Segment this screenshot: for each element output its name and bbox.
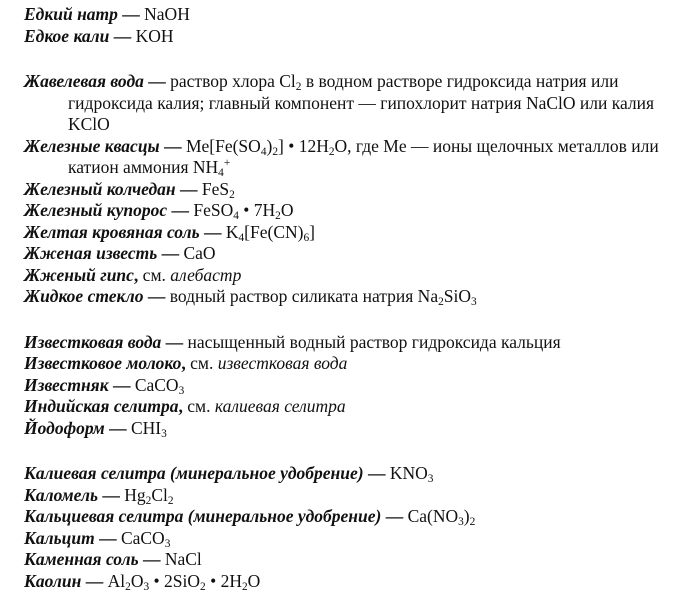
entry-separator: — [143,71,171,91]
formula-subscript: 2 [167,494,174,507]
entry-term: Йодоформ [24,417,105,438]
entry-separator: — [175,178,202,199]
entry-group [24,4,684,47]
formula-subscript: 4 [260,145,267,158]
dictionary-entry [24,243,684,265]
entry-term: Известковая вода [24,331,162,352]
entry-separator: — [157,243,184,263]
entry-separator: — [363,463,390,483]
entry-group [24,463,684,592]
formula-subscript: 3 [143,580,150,593]
formula-subscript: 2 [275,209,281,222]
entry-term: Индийская селитра [24,396,179,416]
entry-definition-text: Hg [124,484,146,505]
entry-definition-text: ] [309,221,315,242]
entry-term: Жидкое стекло [24,286,144,306]
entry-term: Каломель [24,484,98,505]
entry-definition-text: ) [266,135,273,156]
dictionary-entry [24,222,684,244]
entry-definition-text: FeS [201,178,230,199]
entry-definition-text: CaCO [134,374,179,395]
formula-subscript: 3 [178,384,185,397]
entry-definition-text: • 2H [205,570,242,591]
entry-separator: — [104,417,131,438]
dictionary-entry [24,286,684,308]
dictionary-entry [24,463,684,485]
formula-subscript: 2 [438,295,444,308]
entry-definition-text: водный раствор силиката натрия Na [169,286,439,306]
entry-definition-text: ) [463,506,470,526]
entry-term: Калиевая селитра (минеральное удобрение) [24,463,364,483]
entry-term: Каменная соль [24,549,139,569]
dictionary-entry [24,571,684,593]
entry-separator: , [133,264,143,285]
formula-subscript: 2 [145,494,152,507]
entry-term: Кальцит [24,527,95,548]
entry-separator: — [138,549,165,569]
entry-term: Известняк [24,374,109,395]
entry-definition-text: Ca(NO [407,506,459,526]
formula-subscript: 2 [469,515,476,528]
dictionary-page [24,4,684,592]
dictionary-entry [24,549,684,571]
entry-definition-text: Cl [151,484,168,505]
entry-separator: — [109,25,136,46]
formula-subscript: 3 [164,537,171,550]
entry-term: Железный колчедан [24,178,176,199]
dictionary-entry [24,179,684,201]
entry-term: Жженая известь [24,243,158,263]
entry-term: Кальциевая селитра (минеральное удобрение) [24,506,382,526]
formula-subscript: 2 [328,145,335,158]
formula-subscript: 3 [427,472,434,485]
entry-term: Едкое кали [24,25,110,46]
formula-subscript: 6 [303,231,310,244]
entry-definition-text: CaO [183,243,216,263]
entry-separator: — [143,286,170,306]
dictionary-entry [24,485,684,507]
dictionary-entry [24,353,684,375]
entry-definition-text: FeSO [193,200,234,220]
entry-definition-text: SiO [443,286,472,306]
cross-reference: калиевая селитра [214,396,346,416]
entry-definition-text: раствор хлора Cl [170,71,296,91]
entry-separator: , [181,353,191,373]
entry-separator: — [108,374,135,395]
formula-subscript: 3 [161,427,167,440]
formula-subscript: 2 [229,188,235,201]
dictionary-entry [24,396,684,418]
entry-separator: — [199,221,226,242]
entry-definition-text: ] • 12H [278,135,329,156]
entry-definition-text: O [280,200,294,220]
dictionary-entry [24,375,684,397]
formula-subscript: 2 [272,145,279,158]
entry-term: Каолин [24,570,82,591]
entry-definition-text: в водном растворе гидроксида натрия или гидроксида калия; главный компонент — гипохлорит натрия NaClO или калия KClO [68,71,655,134]
entry-term: Жавелевая вода [24,71,144,91]
entry-term: Жженый гипс [24,264,134,285]
formula-subscript: 3 [471,295,477,308]
entry-definition-text: O [130,570,144,591]
entry-separator: — [97,484,125,505]
formula-subscript: 4 [233,209,239,222]
formula-subscript: 4 [238,231,245,244]
entry-definition-text: насыщенный водный раствор гидроксида кальция [187,331,561,352]
cross-reference: известковая вода [217,353,348,373]
formula-subscript: 2 [295,80,302,93]
entry-definition-text: • 7H [238,200,276,220]
formula-subscript: 2 [125,580,131,593]
group-spacer [24,47,684,71]
dictionary-entry [24,200,684,222]
entry-definition-text: CHI [130,417,162,438]
entry-term: Железный купорос [24,200,168,220]
dictionary-entry [24,71,684,136]
group-spacer [24,308,684,332]
entry-separator: — [94,527,121,548]
entry-definition-text: Me[Fe(SO [185,135,261,156]
entry-separator: — [161,331,188,352]
formula-subscript: 4 [218,166,224,179]
entry-separator: — [381,506,408,526]
cross-reference: алебастр [170,264,242,285]
entry-definition-text: [Fe(CN) [244,221,304,242]
entry-separator: — [117,4,145,24]
entry-definition-text: KOH [135,25,174,46]
entry-group [24,332,684,440]
entry-definition-text: NaOH [144,4,190,24]
entry-separator: — [167,200,194,220]
entry-definition-text: Al [107,570,126,591]
entry-group [24,71,684,308]
entry-definition-text: O, где Me — ионы щелочных металлов или катион аммония NH [68,135,659,177]
entry-definition-text: CaCO [120,527,165,548]
dictionary-entry [24,528,684,550]
dictionary-entry [24,26,684,48]
entry-definition-text: см. [187,396,215,416]
entry-term: Едкий натр [24,4,118,24]
formula-subscript: 2 [241,580,248,593]
entry-definition-text: см. [142,264,171,285]
entry-definition-text: KNO [389,463,428,483]
group-spacer [24,439,684,463]
entry-separator: — [81,570,108,591]
entry-definition-text: K [225,221,239,242]
entry-definition-text: O [247,570,261,591]
dictionary-entry [24,418,684,440]
entry-separator: — [159,135,186,156]
formula-superscript: + [223,157,231,170]
entry-term: Желтая кровяная соль [24,221,200,242]
formula-subscript: 3 [458,515,464,528]
dictionary-entry [24,4,684,26]
entry-term: Известковое молоко [24,353,182,373]
entry-definition-text: NaCl [164,549,202,569]
dictionary-entry [24,332,684,354]
dictionary-entry [24,506,684,528]
entry-term: Железные квасцы [24,135,160,156]
formula-subscript: 2 [200,580,206,593]
dictionary-entry [24,265,684,287]
entry-definition-text: • 2SiO [149,570,200,591]
dictionary-entry [24,136,684,179]
entry-separator: , [178,396,188,416]
entry-definition-text: см. [190,353,218,373]
